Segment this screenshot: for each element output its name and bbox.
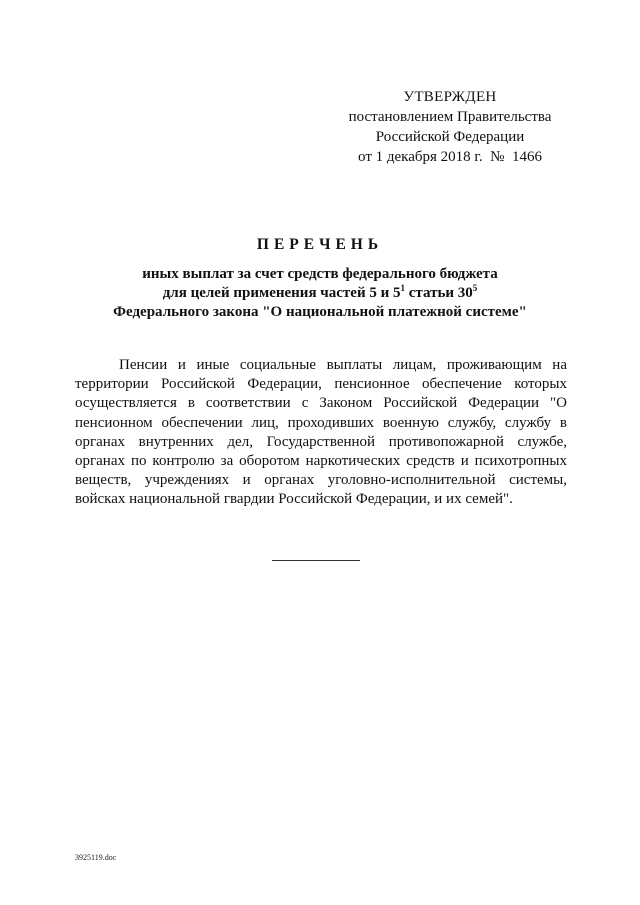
file-reference: 3925119.doc [75,853,117,862]
subtitle-superscript-2: 5 [472,283,478,293]
body-paragraph: Пенсии и иные социальные выплаты лицам, проживающим на территории Российской Федерации, пенсионное обеспечение которых осуществляется в соответствии с Законом Российской Федерации "О пенсионном обеспечении лиц, проходивших военную службу, службу в органах внутренних дел, Государственной противопожарной службе, органах по контролю за оборотом наркотических средств и психотропных веществ, учреждениях и органах уголовно-исполнительной системы, войсках национальной гвардии Российской Федерации, и их семей". [75,357,567,508]
subtitle-line-2-part-b: статьи 30 [405,285,473,301]
end-separator-line [272,560,360,561]
approval-date-number: от 1 декабря 2018 г. № 1466 [358,149,542,165]
subtitle-line-3: Федерального закона "О национальной платежной системе" [113,304,527,320]
document-title: ПЕРЕЧЕНЬ [256,236,384,253]
approval-block [300,87,600,167]
document-subtitle [60,265,580,322]
approval-line-government: постановлением Правительства [348,109,552,125]
subtitle-line-2 [60,284,580,303]
approval-heading: УТВЕРЖДЕН [403,89,497,105]
subtitle-line-2-part-a: для целей применения частей 5 и 5 [162,285,401,301]
approval-line-federation: Российской Федерации [375,129,525,145]
subtitle-line-1: иных выплат за счет средств федерального бюджета [142,266,498,282]
subtitle-superscript-1: 1 [400,283,405,293]
